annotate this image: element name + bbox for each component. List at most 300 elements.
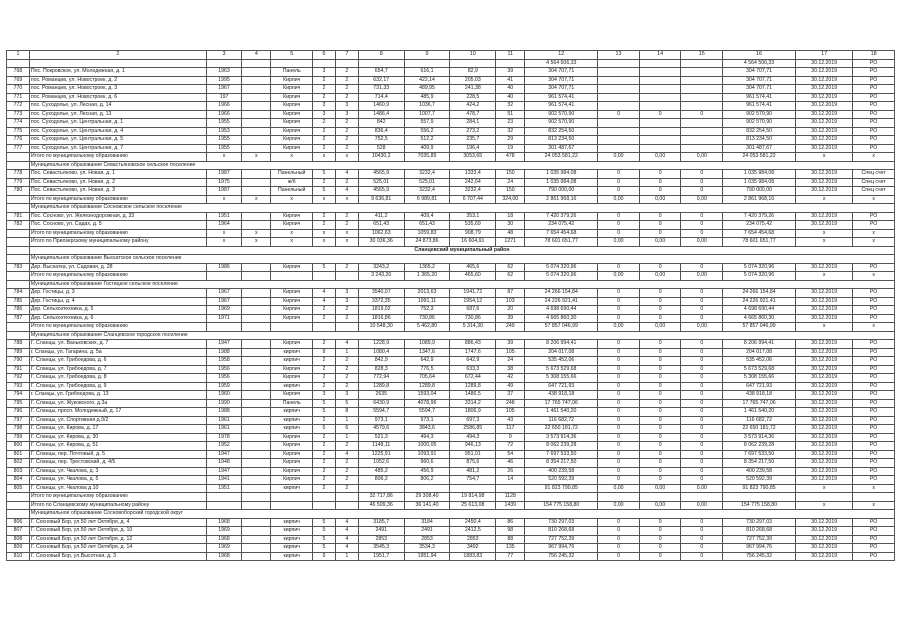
total-cost-cell: 1 035 984,08 xyxy=(525,170,598,179)
funding-method-cell: РО xyxy=(853,297,895,306)
regional-budget-cell: 0 xyxy=(598,535,640,544)
wall-material-cell: кирпич xyxy=(271,484,313,493)
total-cost-cell: 304 707,71 xyxy=(525,85,598,94)
local-budget-cell: 0 xyxy=(639,382,681,391)
regional-budget-cell xyxy=(598,85,640,94)
address-cell: Дер. Гостицы, д. 3 xyxy=(29,289,206,298)
floors-cell: 9 xyxy=(313,552,336,561)
total-area-cell: 6430,9 xyxy=(358,399,404,408)
year-overhaul-cell xyxy=(242,450,271,459)
other-funds-cell: 0 xyxy=(681,450,723,459)
row-number-cell: 799 xyxy=(7,433,30,442)
deadline-cell: 30.12.2019 xyxy=(795,450,852,459)
living-area-cell: 556,2 xyxy=(404,127,450,136)
row-number-cell: 791 xyxy=(7,365,30,374)
regional-budget-cell: 0 xyxy=(598,518,640,527)
table-row xyxy=(7,442,895,451)
other-funds-cell: 0,00 xyxy=(681,484,723,493)
residential-area-cell: 205,03 xyxy=(450,76,496,85)
residents-cell: 40 xyxy=(496,85,525,94)
other-funds-cell: 0 xyxy=(681,170,723,179)
year-overhaul-cell: х xyxy=(242,229,271,238)
wall-material-cell: Кирпич xyxy=(271,212,313,221)
year-overhaul-cell xyxy=(242,306,271,315)
living-area-cell: 1089,9 xyxy=(404,340,450,349)
row-number-cell xyxy=(7,229,30,238)
deadline-cell: 30.12.2019 xyxy=(795,212,852,221)
floors-cell: 2 xyxy=(313,450,336,459)
regional-budget-cell xyxy=(598,102,640,111)
other-funds-cell xyxy=(681,85,723,94)
total-area-cell: 3540,07 xyxy=(358,289,404,298)
other-funds-cell: 0 xyxy=(681,552,723,561)
residential-area-cell: 25 613,08 xyxy=(450,501,496,510)
row-number-cell xyxy=(7,204,30,213)
deadline-cell: 30.12.2019 xyxy=(795,433,852,442)
row-number-cell: 786 xyxy=(7,306,30,315)
total-area-cell: 1225,91 xyxy=(358,450,404,459)
row-number-cell xyxy=(7,331,30,340)
deadline-cell: 30.12.2019 xyxy=(795,289,852,298)
year-overhaul-cell xyxy=(242,374,271,383)
living-area-cell: 1365,2 xyxy=(404,263,450,272)
owner-funds-cell: 5 673 529,68 xyxy=(723,365,796,374)
residents-cell: 98 xyxy=(496,527,525,536)
living-area-cell: 3232,4 xyxy=(404,187,450,196)
year-built-cell: 1964 xyxy=(206,221,241,230)
row-number-cell xyxy=(7,246,30,255)
year-built-cell: 1951 xyxy=(206,484,241,493)
table-row xyxy=(7,408,895,417)
local-budget-cell xyxy=(639,493,681,502)
table-row xyxy=(7,374,895,383)
entrances-cell: 2 xyxy=(335,127,358,136)
row-number-cell xyxy=(7,323,30,332)
total-area-cell: 1951,7 xyxy=(358,552,404,561)
floors-cell xyxy=(313,493,336,502)
regional-budget-cell: 0 xyxy=(598,289,640,298)
deadline-cell: 30.12.2019 xyxy=(795,442,852,451)
address-cell: Г. Сосновый Бор, ул.50 лет Октября, д. 10 xyxy=(29,527,206,536)
residential-area-cell: 3232,4 xyxy=(450,187,496,196)
row-number-cell: 794 xyxy=(7,391,30,400)
living-area-cell: 3232,4 xyxy=(404,170,450,179)
wall-material-cell: Панельный xyxy=(271,187,313,196)
year-overhaul-cell xyxy=(242,425,271,434)
wall-material-cell: Кирпич xyxy=(271,297,313,306)
floors-cell: 2 xyxy=(313,374,336,383)
year-built-cell: 1968 xyxy=(206,552,241,561)
wall-material-cell: Кирпич xyxy=(271,263,313,272)
floors-cell: 2 xyxy=(313,357,336,366)
wall-material-cell: Кирпич xyxy=(271,144,313,153)
table-row xyxy=(7,306,895,315)
floors-cell: 5 xyxy=(313,170,336,179)
deadline-cell: х xyxy=(795,272,852,281)
year-overhaul-cell xyxy=(242,272,271,281)
total-area-cell xyxy=(358,484,404,493)
residents-cell: 1439 xyxy=(496,501,525,510)
table-row xyxy=(7,68,895,77)
table-row xyxy=(7,314,895,323)
wall-material-cell: Панель xyxy=(271,68,313,77)
residential-area-cell xyxy=(450,484,496,493)
funding-method-cell: РО xyxy=(853,433,895,442)
table-row xyxy=(7,476,895,485)
living-area-cell: 409,9 xyxy=(404,144,450,153)
table-row xyxy=(7,450,895,459)
living-area-cell: 5 462,80 xyxy=(404,323,450,332)
local-budget-cell: 0,00 xyxy=(639,501,681,510)
owner-funds-cell: 810 268,68 xyxy=(723,527,796,536)
owner-funds-cell: 8 062 239,28 xyxy=(723,442,796,451)
floors-cell: 2 xyxy=(313,459,336,468)
regional-budget-cell: 0 xyxy=(598,391,640,400)
floors-cell: 2 xyxy=(313,467,336,476)
year-overhaul-cell xyxy=(242,297,271,306)
living-area-cell: 1951,94 xyxy=(404,552,450,561)
total-area-cell: 1816,86 xyxy=(358,314,404,323)
owner-funds-cell: 520 592,39 xyxy=(723,476,796,485)
column-number-local-budget: 14 xyxy=(639,51,681,60)
wall-material-cell xyxy=(271,59,313,68)
municipality-heading-row xyxy=(7,510,895,519)
row-number-cell: 807 xyxy=(7,527,30,536)
other-funds-cell: 0 xyxy=(681,374,723,383)
year-built-cell: 1986 xyxy=(206,263,241,272)
entrances-cell: 5 xyxy=(335,399,358,408)
year-overhaul-cell xyxy=(242,187,271,196)
residents-cell: 77 xyxy=(496,552,525,561)
column-number-total-area: 8 xyxy=(358,51,404,60)
address-cell: Г. Сосновый Бор, ул.50 лет Октября, д. 14 xyxy=(29,544,206,553)
owner-funds-cell: 78 601 651,77 xyxy=(723,238,796,247)
local-budget-cell xyxy=(639,119,681,128)
wall-material-cell: Кирпич xyxy=(271,467,313,476)
row-number-cell xyxy=(7,195,30,204)
wall-material-cell: Кирпич xyxy=(271,289,313,298)
address-cell xyxy=(29,59,206,68)
total-area-cell: 46 509,36 xyxy=(358,501,404,510)
other-funds-cell: 0,00 xyxy=(681,501,723,510)
wall-material-cell: х xyxy=(271,229,313,238)
year-overhaul-cell xyxy=(242,170,271,179)
entrances-cell: 4 xyxy=(335,527,358,536)
table-row xyxy=(7,153,895,162)
funding-method-cell: РО xyxy=(853,340,895,349)
year-overhaul-cell xyxy=(242,340,271,349)
residents-cell: 24 xyxy=(496,178,525,187)
address-cell: г. Сланцы, ул. Грибоедова, д. 13 xyxy=(29,391,206,400)
row-number-cell: 797 xyxy=(7,416,30,425)
table-row xyxy=(7,348,895,357)
funding-method-cell: РО xyxy=(853,136,895,145)
entrances-cell: 3 xyxy=(335,391,358,400)
column-number-year-built: 3 xyxy=(206,51,241,60)
total-area-cell: 4565,9 xyxy=(358,187,404,196)
residents-cell: 72 xyxy=(496,442,525,451)
table-row xyxy=(7,382,895,391)
total-area-cell: 973,1 xyxy=(358,416,404,425)
residents-cell: 29 xyxy=(496,136,525,145)
row-number-cell xyxy=(7,161,30,170)
floors-cell: 3 xyxy=(313,391,336,400)
deadline-cell: 30.12.2019 xyxy=(795,221,852,230)
total-area-cell: 5594,7 xyxy=(358,408,404,417)
owner-funds-cell: 4 665 860,30 xyxy=(723,314,796,323)
other-funds-cell xyxy=(681,59,723,68)
wall-material-cell: х xyxy=(271,195,313,204)
residential-area-cell: 886,43 xyxy=(450,340,496,349)
entrances-cell: 2 xyxy=(335,263,358,272)
address-cell: Пос. Сосново, ул. Железнодорожная, д. 33 xyxy=(29,212,206,221)
column-number-living-area: 9 xyxy=(404,51,450,60)
owner-funds-cell: 3 573 914,36 xyxy=(723,433,796,442)
total-area-cell: 10430,2 xyxy=(358,153,404,162)
owner-funds-cell: 24 226 921,41 xyxy=(723,297,796,306)
total-cost-cell: 7 654 454,68 xyxy=(525,229,598,238)
total-cost-cell: 535 452,06 xyxy=(525,357,598,366)
owner-funds-cell: 5 308 155,66 xyxy=(723,374,796,383)
wall-material-cell: ж/б xyxy=(271,178,313,187)
table-row xyxy=(7,212,895,221)
municipality-heading-row xyxy=(7,204,895,213)
deadline-cell: 30.12.2019 xyxy=(795,297,852,306)
funding-method-cell: РО xyxy=(853,476,895,485)
living-area-cell: 409,4 xyxy=(404,212,450,221)
wall-material-cell: кирпич xyxy=(271,527,313,536)
floors-cell: 2 xyxy=(313,93,336,102)
residential-area-cell: 465,60 xyxy=(450,272,496,281)
funding-method-cell: РО xyxy=(853,144,895,153)
residents-cell: 51 xyxy=(496,110,525,119)
year-built-cell: 1953 xyxy=(206,127,241,136)
deadline-cell: 30.12.2019 xyxy=(795,476,852,485)
address-cell: Итого по муниципальному образованию xyxy=(29,323,206,332)
other-funds-cell: 0 xyxy=(681,459,723,468)
living-area-cell: 1289,8 xyxy=(404,382,450,391)
deadline-cell xyxy=(795,493,852,502)
row-number-cell: 780 xyxy=(7,187,30,196)
entrances-cell: 2 xyxy=(335,382,358,391)
deadline-cell: 30.12.2019 xyxy=(795,459,852,468)
floors-cell: 5 xyxy=(313,408,336,417)
funding-method-cell: РО xyxy=(853,110,895,119)
year-built-cell: 1967 xyxy=(206,297,241,306)
address-cell: Г. Сланцы, ул. Грибоедова, д. 6 xyxy=(29,357,206,366)
wall-material-cell: Кирпич xyxy=(271,459,313,468)
deadline-cell: 30.12.2019 xyxy=(795,144,852,153)
address-cell: Г. Сланцы, ул. Кирова, д. 51 xyxy=(29,442,206,451)
other-funds-cell xyxy=(681,119,723,128)
local-budget-cell xyxy=(639,93,681,102)
local-budget-cell: 0 xyxy=(639,518,681,527)
other-funds-cell xyxy=(681,68,723,77)
regional-budget-cell: 0,00 xyxy=(598,323,640,332)
address-cell: пос. Романцев, ул. Новостроек, д. 3 xyxy=(29,85,206,94)
other-funds-cell: 0,00 xyxy=(681,272,723,281)
regional-budget-cell: 0 xyxy=(598,459,640,468)
year-built-cell xyxy=(206,59,241,68)
residents-cell: 32 xyxy=(496,127,525,136)
entrances-cell: х xyxy=(335,195,358,204)
other-funds-cell: 0 xyxy=(681,476,723,485)
table-row xyxy=(7,221,895,230)
year-overhaul-cell xyxy=(242,93,271,102)
total-area-cell: 651,43 xyxy=(358,221,404,230)
address-cell: пос. Суходолье, ул. Лесная, д. 13 xyxy=(29,110,206,119)
entrances-cell: 3 xyxy=(335,289,358,298)
year-overhaul-cell xyxy=(242,127,271,136)
regional-budget-cell: 0 xyxy=(598,416,640,425)
wall-material-cell: Кирпич xyxy=(271,365,313,374)
residential-area-cell: 1333,4 xyxy=(450,170,496,179)
local-budget-cell: 0 xyxy=(639,476,681,485)
other-funds-cell: 0 xyxy=(681,263,723,272)
total-cost-cell: 5 074 320,96 xyxy=(525,263,598,272)
deadline-cell: 30.12.2019 xyxy=(795,391,852,400)
residential-area-cell: 2853 xyxy=(450,535,496,544)
year-overhaul-cell xyxy=(242,221,271,230)
district-heading-row xyxy=(7,246,895,255)
local-budget-cell: 0 xyxy=(639,374,681,383)
municipality-heading: Муниципальное образование Сосновское сельское поселение xyxy=(29,204,894,213)
wall-material-cell: Кирпич xyxy=(271,442,313,451)
table-row xyxy=(7,484,895,493)
living-area-cell: 4078,96 xyxy=(404,399,450,408)
capital-repair-register-table xyxy=(6,50,895,561)
living-area-cell: 3184 xyxy=(404,518,450,527)
residential-area-cell: 16 604,91 xyxy=(450,238,496,247)
other-funds-cell xyxy=(681,102,723,111)
funding-method-cell: РО xyxy=(853,425,895,434)
living-area-cell: 1059,83 xyxy=(404,229,450,238)
residential-area-cell: 82,9 xyxy=(450,68,496,77)
municipality-heading: Муниципальное образование Гостицкое сельское поселение xyxy=(29,280,894,289)
deadline-cell: 30.12.2019 xyxy=(795,348,852,357)
row-number-cell: 784 xyxy=(7,289,30,298)
year-overhaul-cell xyxy=(242,399,271,408)
total-cost-cell: 24 226 921,41 xyxy=(525,297,598,306)
municipality-heading-row xyxy=(7,255,895,264)
row-number-cell: 772 xyxy=(7,102,30,111)
table-row xyxy=(7,110,895,119)
address-cell: Пос. Покровское, ул. Молодежная, д. 1 xyxy=(29,68,206,77)
table-row xyxy=(7,144,895,153)
regional-budget-cell xyxy=(598,119,640,128)
row-number-cell xyxy=(7,238,30,247)
total-cost-cell: 5 308 155,66 xyxy=(525,374,598,383)
residential-area-cell: 19 814,98 xyxy=(450,493,496,502)
wall-material-cell: кирпич xyxy=(271,382,313,391)
funding-method-cell: РО xyxy=(853,76,895,85)
total-cost-cell: 22 650 181,72 xyxy=(525,425,598,434)
funding-method-cell: х xyxy=(853,272,895,281)
address-cell: пос. Суходолье, ул. Центральная, д. 5 xyxy=(29,136,206,145)
row-number-cell: 810 xyxy=(7,552,30,561)
residential-area-cell: 642,9 xyxy=(450,357,496,366)
floors-cell: 2 xyxy=(313,119,336,128)
residents-cell: 105 xyxy=(496,408,525,417)
residents-cell: 42 xyxy=(496,374,525,383)
funding-method-cell: РО xyxy=(853,408,895,417)
regional-budget-cell: 0,00 xyxy=(598,195,640,204)
local-budget-cell: 0 xyxy=(639,170,681,179)
other-funds-cell: 0 xyxy=(681,348,723,357)
row-number-cell: 800 xyxy=(7,442,30,451)
total-cost-cell: 204 017,08 xyxy=(525,348,598,357)
residential-area-cell: 1954,12 xyxy=(450,297,496,306)
address-cell: Г. Сланцы, ул. Жуковского, д.3а xyxy=(29,399,206,408)
total-cost-cell: 5 673 529,68 xyxy=(525,365,598,374)
year-overhaul-cell xyxy=(242,476,271,485)
owner-funds-cell: 1 461 540,20 xyxy=(723,408,796,417)
wall-material-cell: Кирпич xyxy=(271,119,313,128)
row-number-cell: 793 xyxy=(7,382,30,391)
owner-funds-cell: 902 570,90 xyxy=(723,119,796,128)
other-funds-cell: 0,00 xyxy=(681,238,723,247)
floors-cell: 4 xyxy=(313,289,336,298)
wall-material-cell: Кирпич xyxy=(271,314,313,323)
local-budget-cell: 0 xyxy=(639,527,681,536)
owner-funds-cell: 4 698 690,44 xyxy=(723,306,796,315)
funding-method-cell: х xyxy=(853,195,895,204)
local-budget-cell: 0 xyxy=(639,110,681,119)
deadline-cell: 30.12.2019 xyxy=(795,119,852,128)
floors-cell: 4 xyxy=(313,297,336,306)
entrances-cell: 2 xyxy=(335,484,358,493)
year-overhaul-cell xyxy=(242,442,271,451)
table-row xyxy=(7,85,895,94)
total-cost-cell: 3 573 914,36 xyxy=(525,433,598,442)
residents-cell: 150 xyxy=(496,170,525,179)
year-overhaul-cell xyxy=(242,68,271,77)
funding-method-cell: Спец счет xyxy=(853,187,895,196)
column-number-deadline: 17 xyxy=(795,51,852,60)
residential-area-cell: 1806,9 xyxy=(450,408,496,417)
deadline-cell: 30.12.2019 xyxy=(795,408,852,417)
regional-budget-cell: 0,00 xyxy=(598,238,640,247)
wall-material-cell: Кирпич xyxy=(271,450,313,459)
total-area-cell: 1148,11 xyxy=(358,442,404,451)
total-area-cell: 842,9 xyxy=(358,357,404,366)
local-budget-cell: 0 xyxy=(639,229,681,238)
living-area-cell: 29 308,40 xyxy=(404,493,450,502)
year-overhaul-cell xyxy=(242,323,271,332)
residential-area-cell: 535,69 xyxy=(450,221,496,230)
owner-funds-cell: 57 857 046,99 xyxy=(723,323,796,332)
funding-method-cell: РО xyxy=(853,399,895,408)
year-built-cell xyxy=(206,272,241,281)
wall-material-cell: кирпич xyxy=(271,535,313,544)
year-built-cell: 1995 xyxy=(206,76,241,85)
local-budget-cell: 0 xyxy=(639,552,681,561)
deadline-cell: 30.12.2019 xyxy=(795,382,852,391)
local-budget-cell: 0 xyxy=(639,221,681,230)
local-budget-cell: 0 xyxy=(639,365,681,374)
residential-area-cell: 284,1 xyxy=(450,119,496,128)
column-number-address: 2 xyxy=(29,51,206,60)
year-built-cell: х xyxy=(206,195,241,204)
total-area-cell xyxy=(358,59,404,68)
regional-budget-cell: 0 xyxy=(598,212,640,221)
regional-budget-cell xyxy=(598,493,640,502)
address-cell: Г. Сланцы, ул. Грибоедова, д. 9 xyxy=(29,382,206,391)
entrances-cell xyxy=(335,272,358,281)
column-number-row-number: 1 xyxy=(7,51,30,60)
total-cost-cell: 8 354 217,50 xyxy=(525,459,598,468)
total-cost-cell: 902 570,90 xyxy=(525,119,598,128)
